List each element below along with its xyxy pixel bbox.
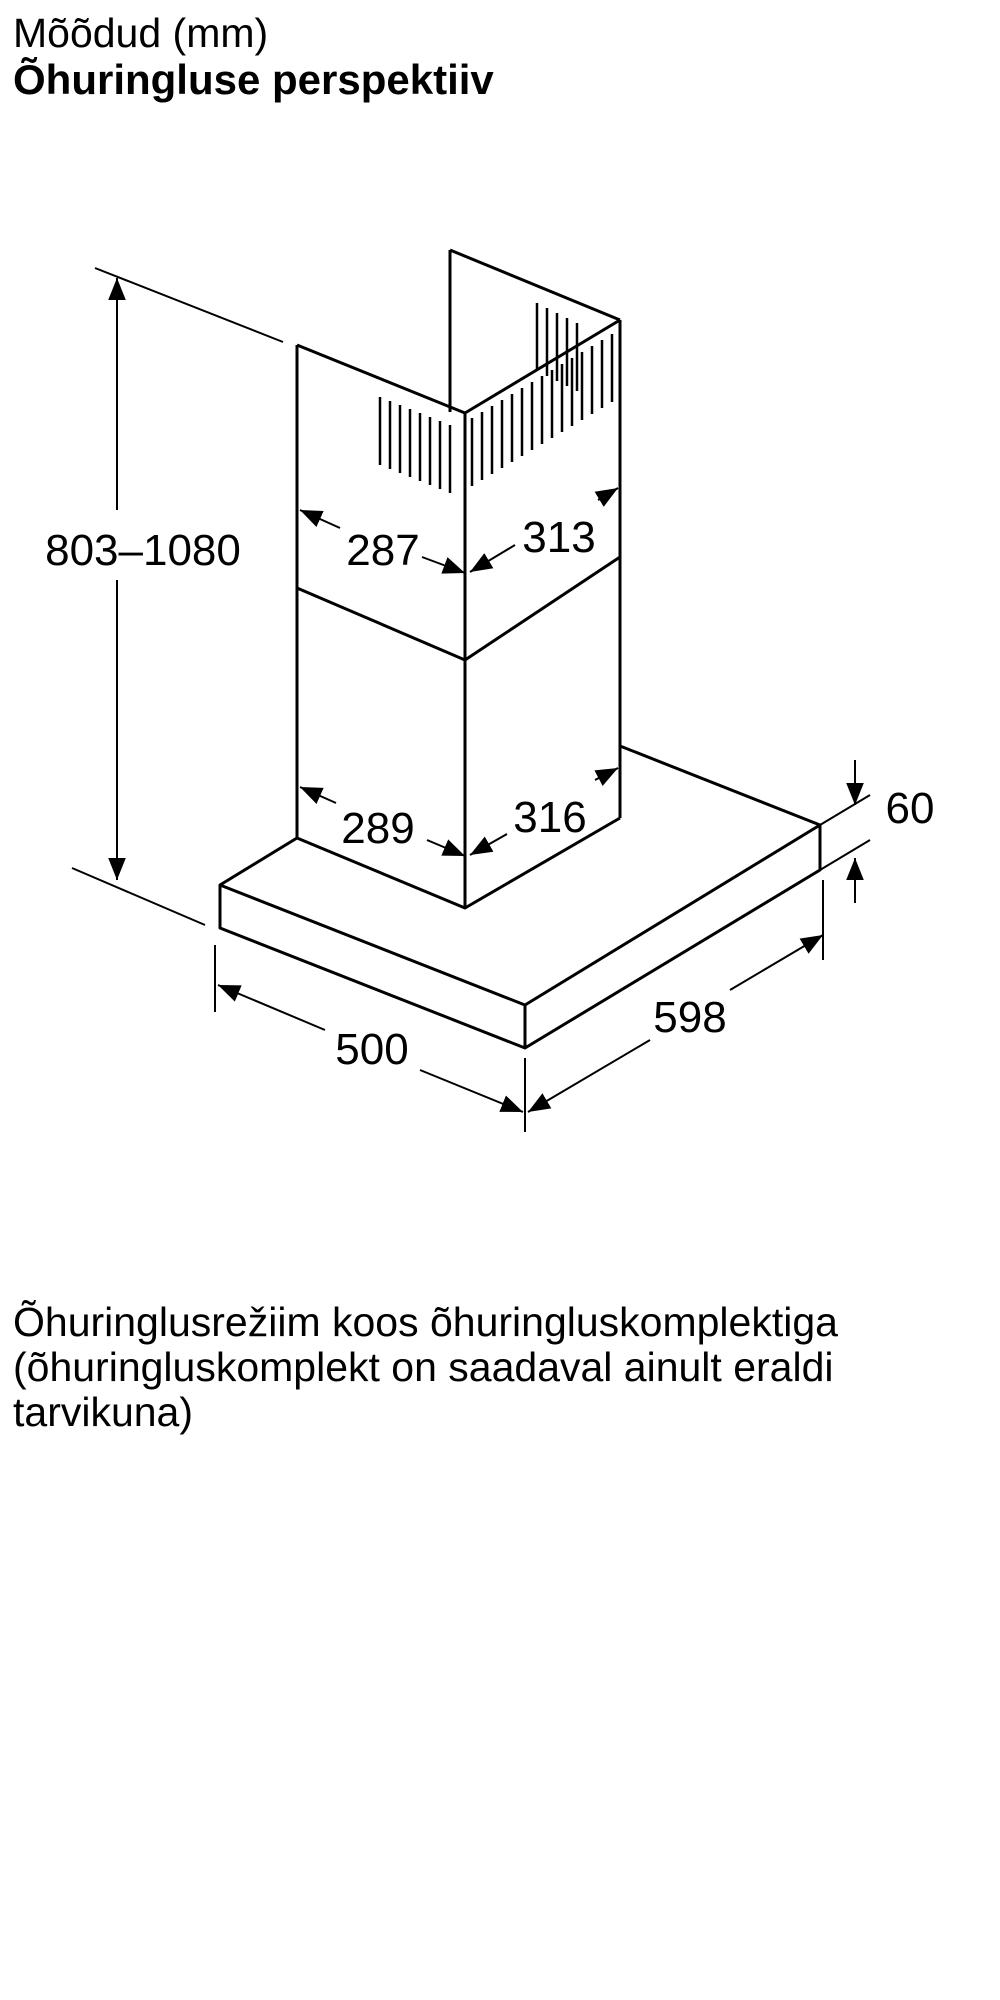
caption-line-1: Õhuringlusrežiim koos õhuringluskomplektiga [13, 1299, 838, 1345]
caption [13, 1300, 988, 1435]
upper-chimney-right-label: 313 [522, 513, 596, 562]
width-label: 598 [653, 993, 727, 1042]
total-height-label: 803–1080 [45, 526, 241, 575]
upper-chimney-left-label: 287 [346, 526, 420, 575]
dimensions-subtitle: Mõõdud (mm) [13, 10, 269, 56]
lower-chimney [297, 557, 620, 908]
canopy-thickness-label: 60 [885, 784, 935, 833]
lower-chimney-left-label: 289 [341, 804, 415, 853]
dimension-lines [72, 268, 870, 1132]
page-title: Õhuringluse perspektiiv [13, 56, 494, 103]
upper-chimney [297, 250, 620, 660]
hood-outline [220, 250, 820, 1048]
caption-line-3: tarvikuna) [13, 1389, 194, 1435]
lower-chimney-right-label: 316 [513, 793, 587, 842]
vent-slots [380, 303, 612, 493]
depth-label: 500 [335, 1025, 409, 1074]
caption-line-2: (õhuringluskomplekt on saadaval ainult eraldi [13, 1344, 834, 1390]
